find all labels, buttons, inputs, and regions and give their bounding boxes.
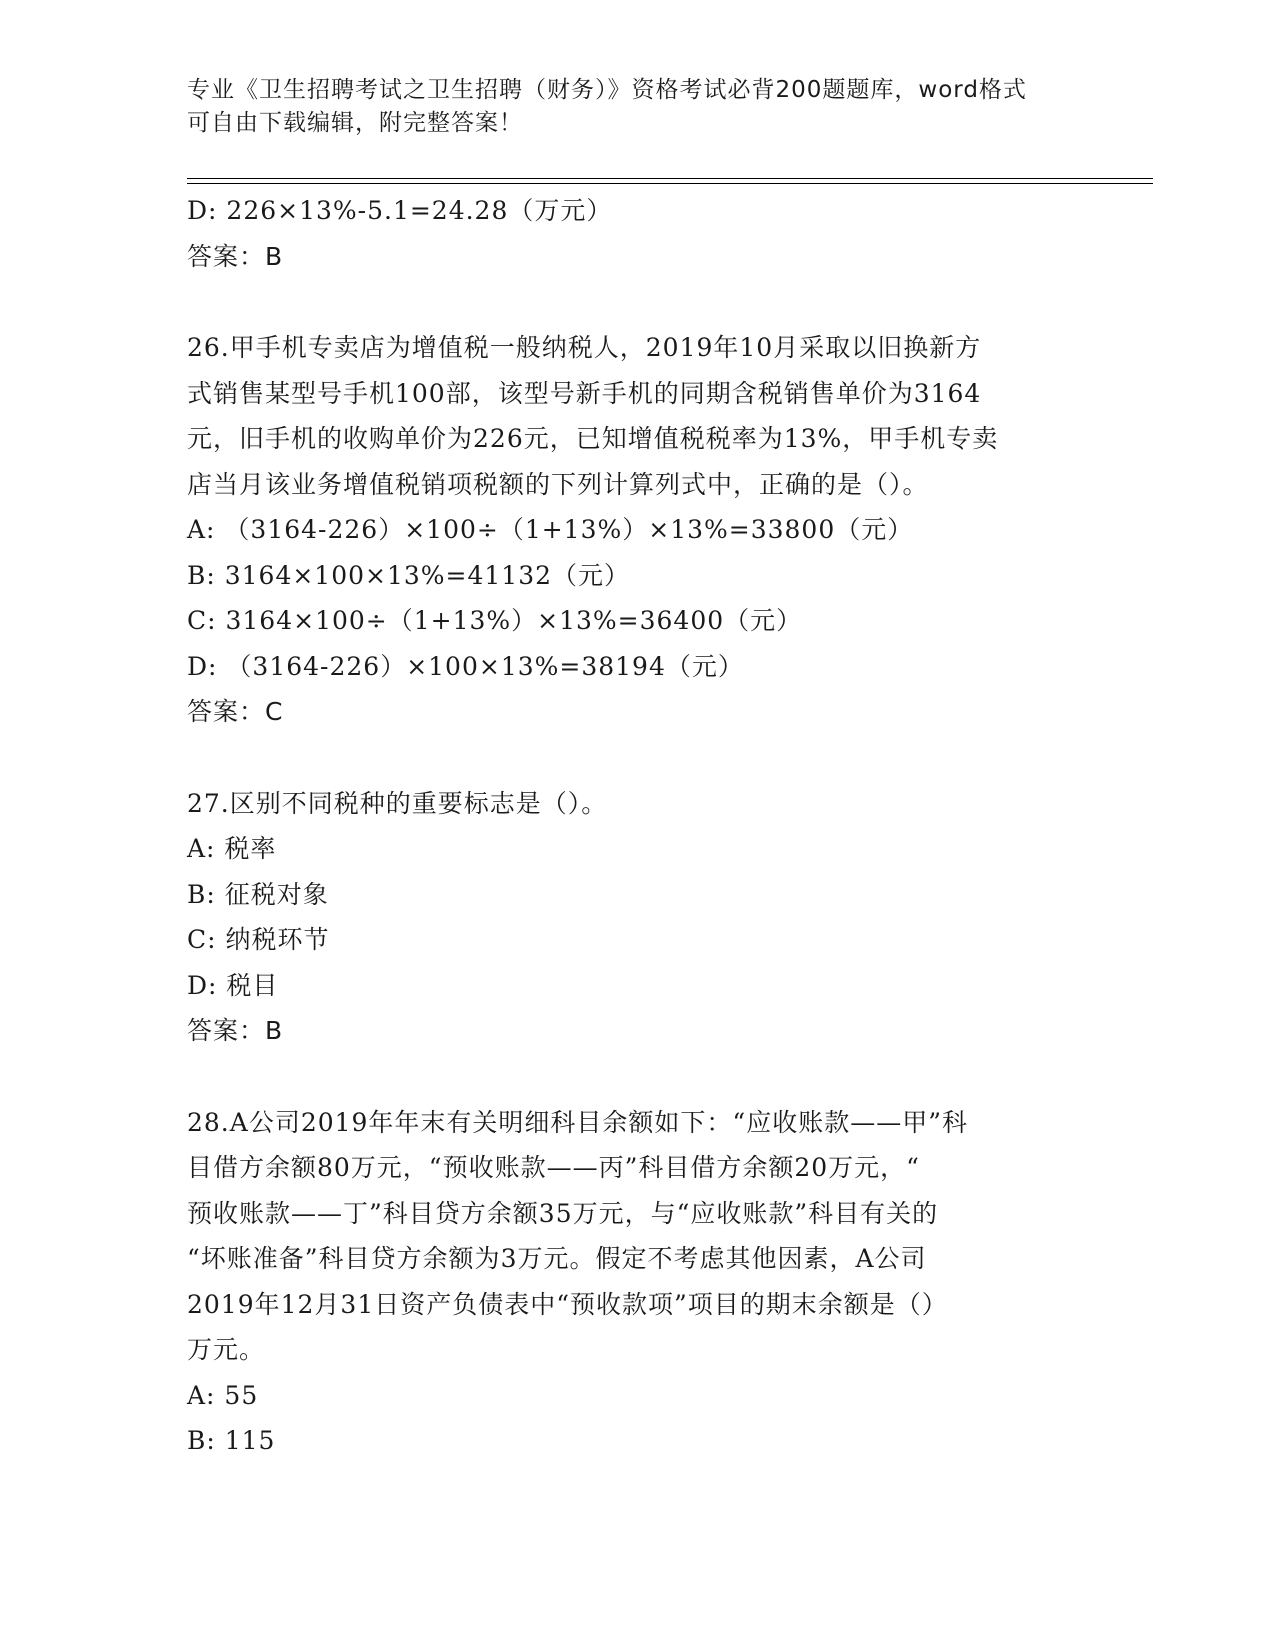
question-line: 26.甲手机专卖店为增值税一般纳税人，2019年10月采取以旧换新方 xyxy=(187,333,982,362)
question-26 xyxy=(187,325,1087,735)
header-line-1: 专业《卫生招聘考试之卫生招聘（财务）》资格考试必背200题题库，word格式 xyxy=(187,77,1027,103)
question-line: 预收账款——丁”科目贷方余额35万元，与“应收账款”科目有关的 xyxy=(187,1198,939,1228)
document-body xyxy=(187,188,1087,1464)
option-a: A: （3164-226）×100÷（1+13%）×13%=33800（元） xyxy=(187,515,914,544)
question-line: 式销售某型号手机100部，该型号新手机的同期含税销售单价为3164 xyxy=(187,378,982,408)
option-b: B: 征税对象 xyxy=(187,879,329,909)
question-text xyxy=(187,1100,1087,1373)
question-line: 万元。 xyxy=(187,1335,266,1364)
question-text xyxy=(187,325,1087,507)
question-line: “坏账准备”科目贷方余额为3万元。假定不考虑其他因素，A公司 xyxy=(187,1244,927,1273)
spacer xyxy=(187,1054,1087,1100)
answer: 答案：B xyxy=(187,241,284,271)
spacer xyxy=(187,279,1087,325)
option-c: C: 纳税环节 xyxy=(187,925,330,954)
option-b: B: 3164×100×13%=41132（元） xyxy=(187,560,631,590)
question-text xyxy=(187,781,1087,827)
question-28 xyxy=(187,1100,1087,1464)
question-27 xyxy=(187,781,1087,1054)
option-d: D: （3164-226）×100×13%=38194（元） xyxy=(187,651,744,681)
answer: 答案：C xyxy=(187,697,284,726)
header-divider xyxy=(187,178,1153,184)
document-header xyxy=(187,74,1087,140)
option-d: D: 226×13%-5.1=24.28（万元） xyxy=(187,196,613,225)
option-a: A: 税率 xyxy=(187,834,277,863)
option-a: A: 55 xyxy=(187,1380,259,1410)
option-c: C: 3164×100÷（1+13%）×13%=36400（元） xyxy=(187,606,803,635)
question-line: 元，旧手机的收购单价为226元，已知增值税税率为13%，甲手机专卖 xyxy=(187,424,999,453)
question-line: 28.A公司2019年年末有关明细科目余额如下：“应收账款——甲”科 xyxy=(187,1107,968,1137)
question-line: 27.区别不同税种的重要标志是（）。 xyxy=(187,788,608,818)
spacer xyxy=(187,735,1087,781)
answer: 答案：B xyxy=(187,1016,284,1045)
option-b: B: 115 xyxy=(187,1426,276,1455)
question-line: 目借方余额80万元，“预收账款——丙”科目借方余额20万元，“ xyxy=(187,1153,920,1182)
question-line: 2019年12月31日资产负债表中“预收款项”项目的期末余额是（） xyxy=(187,1289,948,1319)
question-line: 店当月该业务增值税销项税额的下列计算列式中，正确的是（）。 xyxy=(187,469,929,499)
previous-question-tail xyxy=(187,188,1087,279)
header-line-2: 可自由下载编辑，附完整答案！ xyxy=(187,110,523,136)
option-d: D: 税目 xyxy=(187,970,279,1000)
